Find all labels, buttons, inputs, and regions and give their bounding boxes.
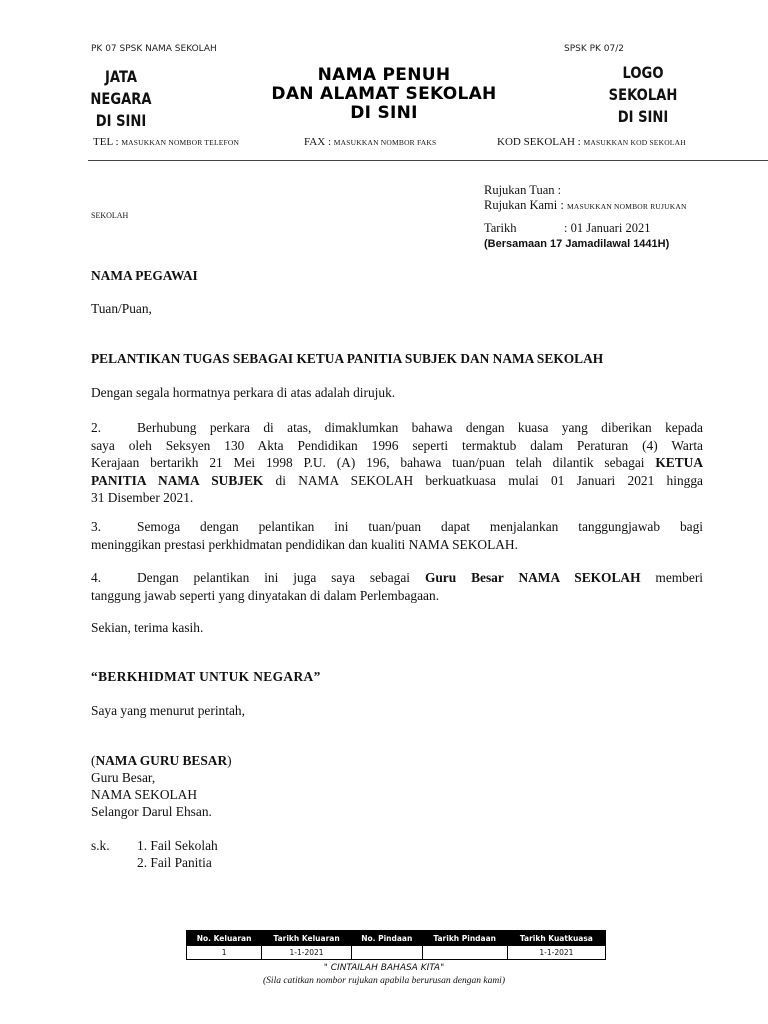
cc-item: 1. Fail Sekolah: [137, 838, 218, 853]
tarikh-label: Tarikh: [484, 221, 517, 235]
table-cell: 1: [187, 946, 262, 960]
table-cell: [351, 946, 422, 960]
school-name-line: DI SINI: [350, 103, 418, 123]
table-header-cell: Tarikh Keluaran: [262, 931, 352, 946]
school-name-block: [224, 66, 544, 123]
letter-subject: PELANTIKAN TUGAS SEBAGAI KETUA PANITIA SUBJEK DAN NAMA SEKOLAH: [91, 351, 604, 366]
table-header-row: [187, 931, 606, 946]
rujukan-kami-value: MASUKKAN NOMBOR RUJUKAN: [566, 202, 687, 211]
table-cell: 1-1-2021: [262, 946, 352, 960]
fax-value: MASUKKAN NOMBOR FAKS: [333, 138, 437, 147]
hijri-date: (Bersamaan 17 Jamadilawal 1441H): [484, 238, 670, 250]
fax-label: FAX :: [304, 136, 331, 148]
logo-line: LOGO: [622, 63, 664, 82]
rujukan-kami-label: Rujukan Kami :: [484, 198, 564, 212]
left-emblem-placeholder: [84, 66, 158, 132]
tarikh-row: [484, 221, 687, 236]
table-header-cell: No. Pindaan: [351, 931, 422, 946]
school-logo-placeholder: [606, 62, 680, 128]
para4-line: tanggung jawab seperti yang dinyatakan di dalam Perlembagaan.: [91, 587, 440, 603]
sekolah-label: SEKOLAH: [91, 211, 129, 220]
table-row: [187, 946, 606, 960]
motto: “BERKHIDMAT UNTUK NEGARA”: [91, 669, 321, 684]
para2-line: PANITIA NAMA SUBJEK di NAMA SEKOLAH berkuatkuasa mulai 01 Januari 2021 hingga: [91, 472, 703, 488]
recipient-name: NAMA PEGAWAI: [91, 268, 198, 283]
document-control-table: [186, 930, 606, 960]
footer-note: (Sila catitkan nombor rujukan apabila berurusan dengan kami): [263, 976, 505, 986]
para2-line: 2. Berhubung perkara di atas, dimaklumkan bahawa dengan kuasa yang diberikan kepada: [91, 420, 703, 435]
tarikh-value: : 01 Januari 2021: [564, 221, 651, 235]
school-name-line: DAN ALAMAT SEKOLAH: [271, 84, 497, 104]
form-code-right: SPSK PK 07/2: [564, 44, 625, 54]
table-cell: 1-1-2021: [507, 946, 605, 960]
signatory-name: NAMA GURU BESAR: [95, 753, 228, 768]
paragraph-1: Dengan segala hormatnya perkara di atas adalah dirujuk.: [91, 385, 396, 400]
para2-line: Kerajaan bertarikh 21 Mei 1998 P.U. (A) 196, bahawa tuan/puan telah dilantik sebagai KETUA: [91, 455, 703, 470]
table-header-cell: Tarikh Kuatkuasa: [507, 931, 605, 946]
para2-line: saya oleh Seksyen 130 Akta Pendidikan 1996 seperti termaktub dalam Peraturan (4) Warta: [91, 437, 703, 453]
fax-info: [304, 136, 436, 148]
kod-value: MASUKKAN KOD SEKOLAH: [583, 138, 686, 147]
signatory-title: Guru Besar,: [91, 770, 156, 785]
signature-block: [91, 752, 232, 820]
obedient-line: Saya yang menurut perintah,: [91, 703, 245, 718]
rujukan-kami-row: [484, 198, 687, 214]
telephone-info: [93, 136, 239, 148]
tel-label: TEL :: [93, 136, 119, 148]
rujukan-tuan: Rujukan Tuan :: [484, 183, 562, 197]
kod-label: KOD SEKOLAH :: [497, 136, 581, 148]
para4-line: 4. Dengan pelantikan ini juga saya sebagai Guru Besar NAMA SEKOLAH memberi: [91, 570, 703, 585]
logo-line: SEKOLAH: [608, 85, 678, 104]
left-emblem-line: DI SINI: [95, 111, 147, 130]
school-name-line: NAMA PENUH: [317, 65, 451, 85]
para4-number: 4.: [91, 570, 102, 585]
signatory-state: Selangor Darul Ehsan.: [91, 804, 212, 819]
para3-number: 3.: [91, 519, 102, 534]
paragraph-2: [91, 419, 703, 507]
signatory-school: NAMA SEKOLAH: [91, 787, 198, 802]
cc-item: 2. Fail Panitia: [137, 855, 212, 870]
logo-line: DI SINI: [617, 107, 669, 126]
para3-line: 3. Semoga dengan pelantikan ini tuan/puan dapat menjalankan tanggungjawab bagi: [91, 519, 703, 534]
form-code-left: PK 07 SPSK NAMA SEKOLAH: [91, 44, 217, 54]
cc-block: [91, 837, 218, 871]
table-header-cell: No. Keluaran: [187, 931, 262, 946]
para3-line: meninggikan prestasi perkhidmatan pendidikan dan kualiti NAMA SEKOLAH.: [91, 536, 518, 552]
closing: Sekian, terima kasih.: [91, 620, 204, 635]
paragraph-4: [91, 569, 703, 604]
para2-line: 31 Disember 2021.: [91, 490, 194, 505]
table-cell: [422, 946, 507, 960]
header-divider: [88, 160, 768, 161]
signatory-name-row: (NAMA GURU BESAR): [91, 753, 232, 768]
footer-slogan: " CINTAILAH BAHASA KITA": [323, 963, 445, 973]
table-header-cell: Tarikh Pindaan: [422, 931, 507, 946]
para2-number: 2.: [91, 420, 102, 435]
salutation: Tuan/Puan,: [91, 301, 152, 316]
reference-block: [484, 183, 687, 252]
school-code-info: [497, 136, 686, 148]
paragraph-3: [91, 518, 703, 553]
left-emblem-line: NEGARA: [90, 89, 152, 108]
tel-value: MASUKKAN NOMBOR TELEFON: [121, 138, 240, 147]
cc-label: s.k.: [91, 838, 110, 853]
left-emblem-line: JATA: [104, 67, 138, 86]
